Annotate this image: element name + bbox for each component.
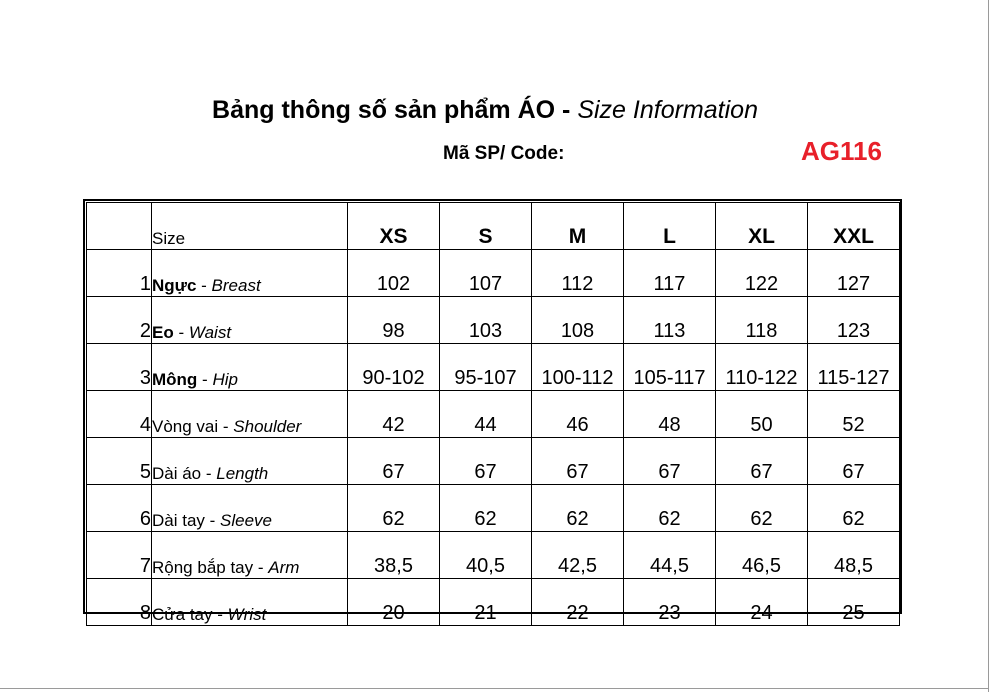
size-value-l: 44,5	[624, 532, 716, 579]
measurement-name-vietnamese: Dài áo	[152, 464, 202, 483]
size-value-xl: 110-122	[716, 344, 808, 391]
size-value-xxl: 67	[808, 438, 900, 485]
table-row	[87, 250, 900, 297]
size-value-xs: 98	[348, 297, 440, 344]
size-value-m: 112	[532, 250, 624, 297]
measurement-name-vietnamese: Ngực	[152, 276, 197, 295]
size-value-xl: 122	[716, 250, 808, 297]
product-code-label: Mã SP/ Code:	[443, 143, 565, 164]
table-row	[87, 579, 900, 626]
table-row	[87, 485, 900, 532]
title-vietnamese: Bảng thông số sản phẩm ÁO -	[212, 96, 571, 124]
measurement-name-english: Shoulder	[233, 417, 302, 436]
header-index-cell	[87, 203, 152, 250]
size-table	[86, 202, 900, 626]
size-value-l: 105-117	[624, 344, 716, 391]
size-value-l: 67	[624, 438, 716, 485]
size-value-m: 100-112	[532, 344, 624, 391]
measurement-label	[152, 344, 348, 391]
measurement-name-english: Length	[216, 464, 269, 483]
size-value-s: 95-107	[440, 344, 532, 391]
row-index: 1	[87, 250, 152, 297]
size-value-xxl: 48,5	[808, 532, 900, 579]
size-value-xs: 38,5	[348, 532, 440, 579]
row-index: 2	[87, 297, 152, 344]
page-edge-right	[988, 0, 989, 692]
label-separator: -	[218, 417, 234, 436]
measurement-label	[152, 250, 348, 297]
row-index: 6	[87, 485, 152, 532]
measurement-name-english: Hip	[212, 370, 238, 389]
size-header-xl: XL	[716, 203, 808, 250]
table-row	[87, 532, 900, 579]
size-value-xxl: 115-127	[808, 344, 900, 391]
size-value-m: 46	[532, 391, 624, 438]
size-value-s: 67	[440, 438, 532, 485]
size-value-xs: 67	[348, 438, 440, 485]
measurement-label	[152, 532, 348, 579]
row-index: 8	[87, 579, 152, 626]
size-value-xl: 50	[716, 391, 808, 438]
size-value-xl: 118	[716, 297, 808, 344]
size-value-m: 108	[532, 297, 624, 344]
size-value-xs: 102	[348, 250, 440, 297]
measurement-label	[152, 297, 348, 344]
size-value-xxl: 123	[808, 297, 900, 344]
size-value-m: 22	[532, 579, 624, 626]
size-value-xxl: 25	[808, 579, 900, 626]
size-value-s: 44	[440, 391, 532, 438]
measurement-label	[152, 579, 348, 626]
row-index: 7	[87, 532, 152, 579]
label-separator: -	[196, 276, 212, 295]
size-header-l: L	[624, 203, 716, 250]
size-value-xs: 42	[348, 391, 440, 438]
page-title	[0, 94, 970, 126]
measurement-label	[152, 485, 348, 532]
table-row	[87, 391, 900, 438]
row-index: 4	[87, 391, 152, 438]
size-value-l: 62	[624, 485, 716, 532]
measurement-name-english: Wrist	[227, 605, 267, 624]
size-header-row	[87, 203, 900, 250]
measurement-label	[152, 391, 348, 438]
size-value-xl: 46,5	[716, 532, 808, 579]
size-value-xs: 20	[348, 579, 440, 626]
size-value-l: 23	[624, 579, 716, 626]
size-value-m: 67	[532, 438, 624, 485]
row-index: 3	[87, 344, 152, 391]
size-value-s: 62	[440, 485, 532, 532]
title-english: Size Information	[577, 96, 758, 124]
table-row	[87, 438, 900, 485]
size-value-l: 48	[624, 391, 716, 438]
label-separator: -	[204, 511, 221, 530]
row-index: 5	[87, 438, 152, 485]
size-value-xxl: 127	[808, 250, 900, 297]
measurement-name-vietnamese: Cửa tay	[152, 605, 213, 624]
size-value-l: 113	[624, 297, 716, 344]
size-header-label: Size	[152, 203, 348, 250]
size-value-xs: 62	[348, 485, 440, 532]
size-value-m: 42,5	[532, 532, 624, 579]
size-header-m: M	[532, 203, 624, 250]
size-value-m: 62	[532, 485, 624, 532]
measurement-name-vietnamese: Vòng vai	[152, 417, 219, 436]
label-separator: -	[173, 323, 189, 342]
label-separator: -	[212, 605, 228, 624]
measurement-name-vietnamese: Rộng bắp tay	[152, 558, 254, 577]
measurement-label	[152, 438, 348, 485]
size-value-s: 107	[440, 250, 532, 297]
size-value-xxl: 52	[808, 391, 900, 438]
measurement-name-english: Breast	[211, 276, 261, 295]
size-value-l: 117	[624, 250, 716, 297]
table-row	[87, 344, 900, 391]
size-value-xs: 90-102	[348, 344, 440, 391]
measurement-name-vietnamese: Eo	[152, 323, 174, 342]
size-value-xl: 62	[716, 485, 808, 532]
product-code-value: AG116	[801, 136, 882, 166]
measurement-name-vietnamese: Dài tay	[152, 511, 205, 530]
size-header-xxl: XXL	[808, 203, 900, 250]
label-separator: -	[197, 370, 213, 389]
measurement-rows	[87, 250, 900, 626]
size-header-s: S	[440, 203, 532, 250]
measurement-name-english: Arm	[268, 558, 300, 577]
size-value-xl: 24	[716, 579, 808, 626]
size-value-s: 21	[440, 579, 532, 626]
table-row	[87, 297, 900, 344]
size-value-xl: 67	[716, 438, 808, 485]
measurement-name-english: Waist	[188, 323, 232, 342]
size-value-s: 40,5	[440, 532, 532, 579]
page-edge-bottom	[0, 688, 989, 689]
measurement-name-english: Sleeve	[220, 511, 273, 530]
size-value-s: 103	[440, 297, 532, 344]
measurement-name-vietnamese: Mông	[152, 370, 198, 389]
size-value-xxl: 62	[808, 485, 900, 532]
label-separator: -	[253, 558, 269, 577]
size-header-xs: XS	[348, 203, 440, 250]
label-separator: -	[201, 464, 217, 483]
